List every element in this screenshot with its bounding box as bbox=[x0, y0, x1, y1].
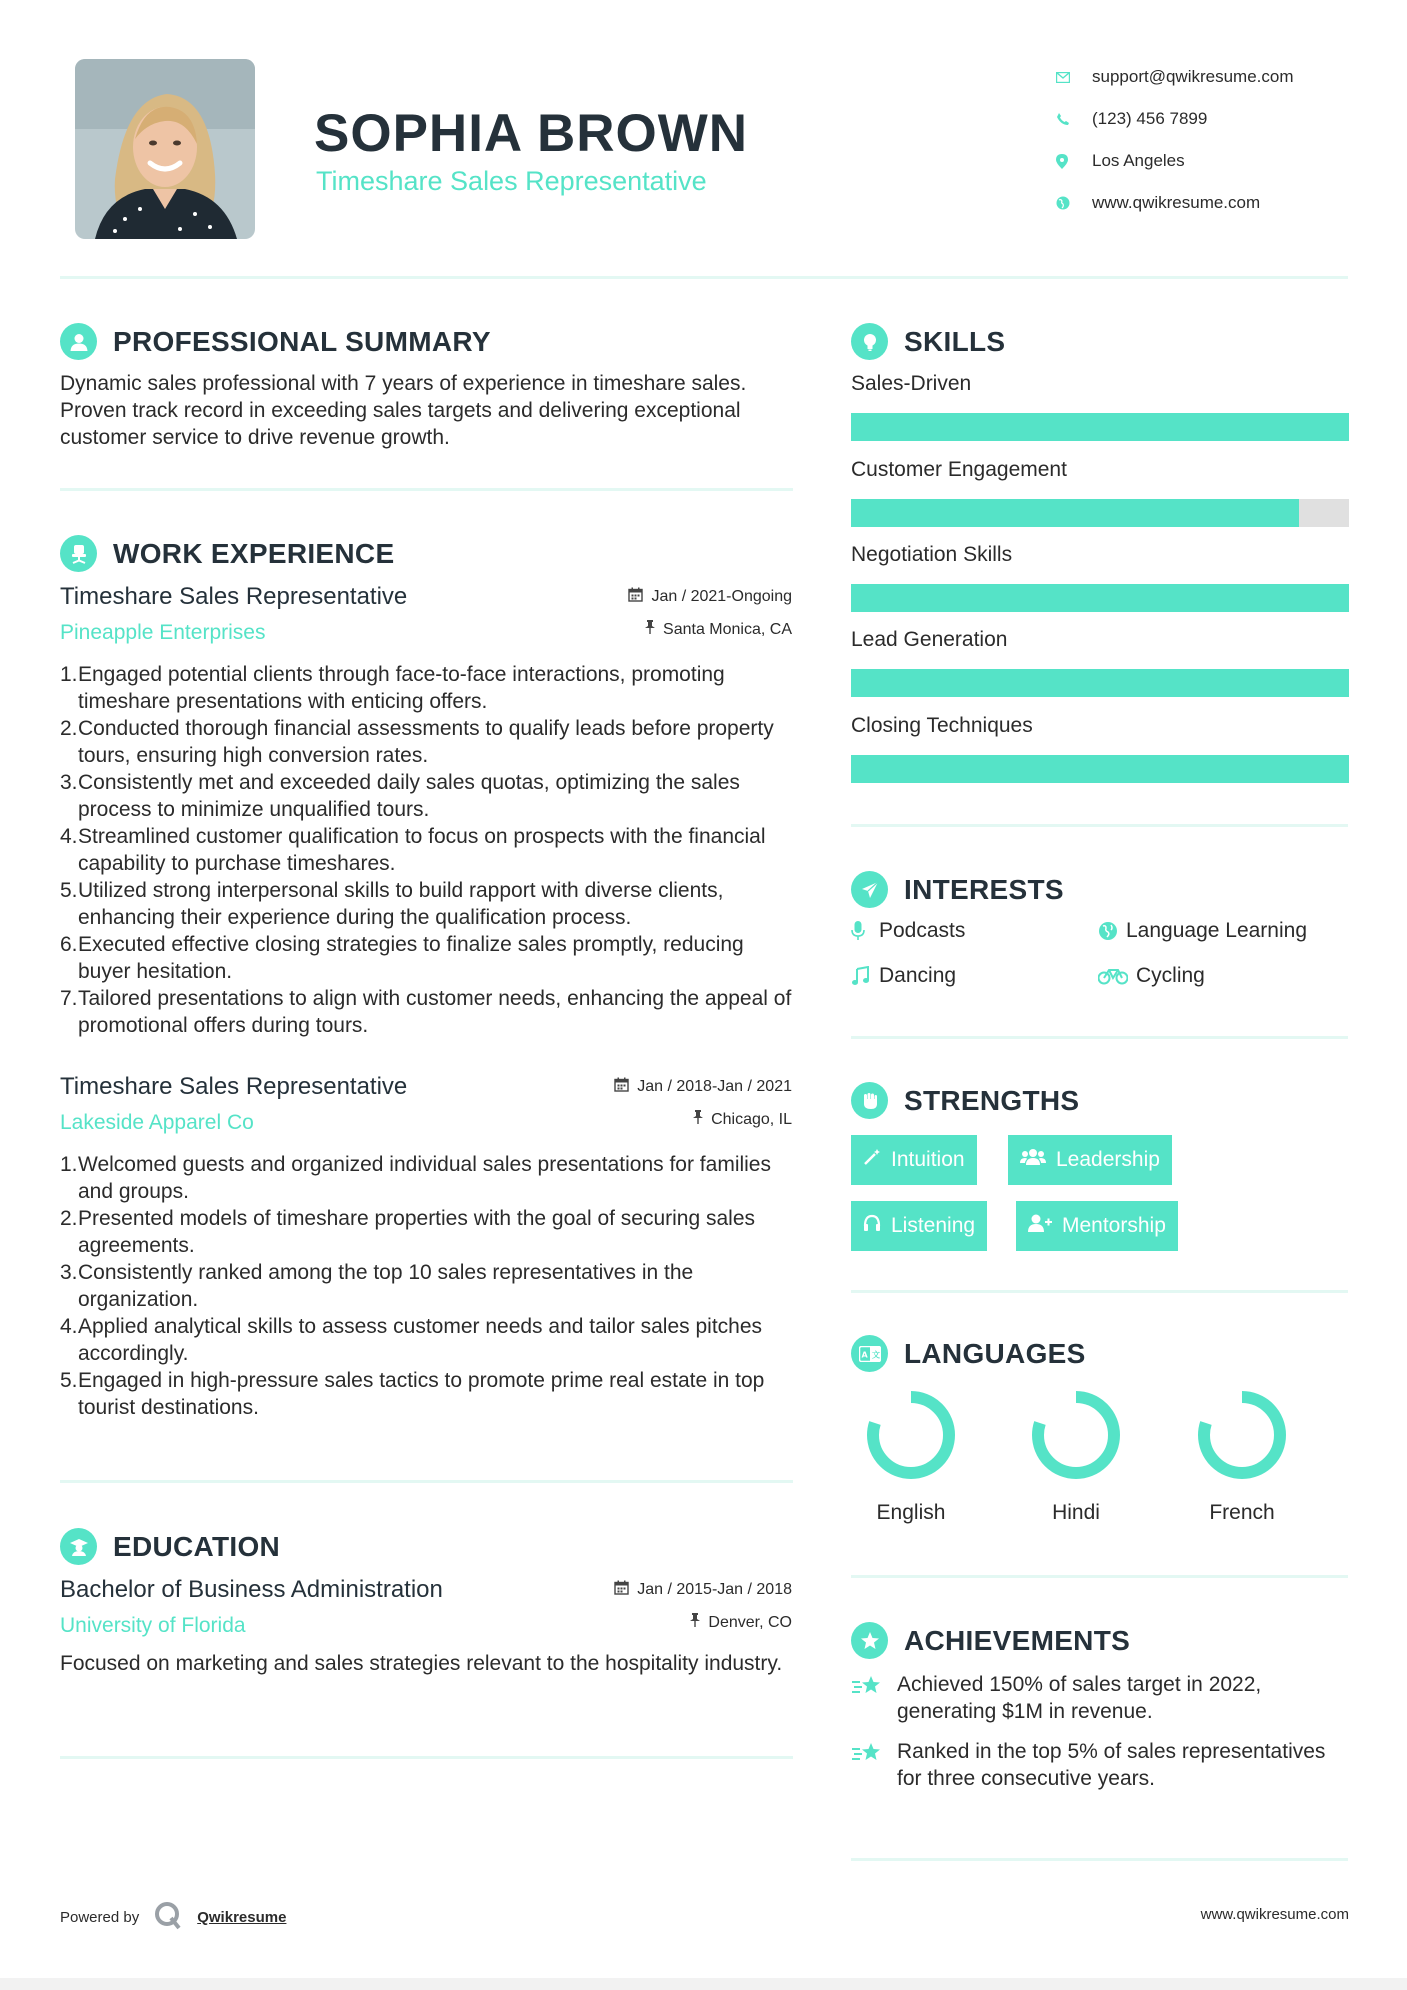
list-item: 2. Presented models of timeshare properties with the goal of securing sales agreements. bbox=[60, 1207, 756, 1257]
strength-chip bbox=[1016, 1201, 1178, 1251]
job-date bbox=[628, 587, 792, 607]
job-entry bbox=[60, 1073, 792, 1433]
interest-label: Podcasts bbox=[879, 919, 966, 942]
interest-item bbox=[1098, 919, 1307, 943]
list-item: 3. Consistently ranked among the top 10 sales representatives in the organization. bbox=[60, 1261, 694, 1311]
summary-divider bbox=[60, 488, 793, 491]
skills-divider bbox=[851, 824, 1348, 827]
pushpin-icon bbox=[693, 1110, 703, 1129]
contact-website[interactable] bbox=[1056, 182, 1386, 224]
language-name: French bbox=[1209, 1501, 1275, 1524]
svg-text:A: A bbox=[861, 1350, 868, 1359]
education-entry bbox=[60, 1576, 792, 1716]
education-divider bbox=[60, 1756, 793, 1759]
language-item bbox=[856, 1390, 966, 1525]
job-date-text: Jan / 2018-Jan / 2021 bbox=[637, 1078, 792, 1095]
strength-chip bbox=[851, 1135, 977, 1185]
achievements-divider bbox=[851, 1858, 1348, 1861]
language-ring bbox=[1197, 1390, 1287, 1480]
skill-bar-fill bbox=[851, 669, 1349, 697]
skill-item bbox=[851, 543, 1349, 612]
list-item: 1. Welcomed guests and organized individual sales presentations for families and groups. bbox=[60, 1153, 771, 1203]
calendar-icon bbox=[628, 587, 643, 607]
strengths-heading-text: STRENGTHS bbox=[904, 1084, 1080, 1116]
language-name: English bbox=[876, 1501, 946, 1524]
language-ring-progress bbox=[873, 1397, 949, 1473]
achievement-item bbox=[851, 1671, 1331, 1725]
list-item: 5. Utilized strong interpersonal skills to build rapport with diverse clients, enhancing their experience during the qualification process. bbox=[60, 879, 724, 929]
map-pin-icon bbox=[1056, 154, 1092, 169]
job-location bbox=[645, 620, 792, 639]
list-item: 7. Tailored presentations to align with customer needs, enhancing the appeal of promotional offers during tours. bbox=[60, 987, 792, 1037]
education-location bbox=[690, 1613, 792, 1632]
office-chair-icon bbox=[60, 535, 97, 572]
interests-heading-text: INTERESTS bbox=[904, 873, 1064, 905]
languages-heading bbox=[851, 1335, 1086, 1372]
skill-bar bbox=[851, 584, 1349, 612]
pushpin-icon bbox=[690, 1613, 700, 1632]
strength-label: Listening bbox=[891, 1214, 976, 1237]
shooting-star-icon bbox=[851, 1738, 897, 1792]
strength-label: Intuition bbox=[891, 1148, 965, 1171]
skill-item bbox=[851, 372, 1349, 441]
candidate-title: Timeshare Sales Representative bbox=[316, 166, 707, 196]
contact-phone[interactable] bbox=[1056, 98, 1386, 140]
pushpin-icon bbox=[645, 620, 655, 639]
contact-email-text: support@qwikresume.com bbox=[1092, 67, 1294, 86]
contact-location bbox=[1056, 140, 1386, 182]
paper-plane-icon bbox=[851, 871, 888, 908]
job-company: Pineapple Enterprises bbox=[60, 621, 266, 644]
education-description: Focused on marketing and sales strategies relevant to the hospitality industry. bbox=[60, 1652, 783, 1675]
education-date bbox=[614, 1580, 792, 1600]
powered-by-label: Powered by bbox=[60, 1908, 140, 1926]
profile-photo bbox=[75, 59, 255, 239]
skill-item bbox=[851, 628, 1349, 697]
job-date-text: Jan / 2021-Ongoing bbox=[651, 588, 792, 605]
achievement-text: Ranked in the top 5% of sales representatives for three consecutive years. bbox=[897, 1740, 1326, 1790]
list-item: 6. Executed effective closing strategies to finalize sales promptly, reducing buyer hesitation. bbox=[60, 933, 744, 983]
phone-icon bbox=[1056, 112, 1092, 126]
job-title: Timeshare Sales Representative bbox=[60, 1073, 408, 1100]
microphone-icon bbox=[851, 921, 879, 941]
skill-bar-fill bbox=[851, 499, 1299, 527]
job-entry bbox=[60, 583, 792, 1043]
achievement-item bbox=[851, 1738, 1331, 1792]
language-ring bbox=[1031, 1390, 1121, 1480]
list-item: 3. Consistently met and exceeded daily sales quotas, optimizing the sales process to minimize unqualified tours. bbox=[60, 771, 740, 821]
summary-heading bbox=[60, 323, 491, 360]
interest-label: Dancing bbox=[879, 964, 957, 987]
job-company: Lakeside Apparel Co bbox=[60, 1111, 254, 1134]
skill-name: Negotiation Skills bbox=[851, 543, 1013, 566]
globe-icon bbox=[1098, 921, 1126, 941]
language-item bbox=[1021, 1390, 1131, 1525]
experience-heading bbox=[60, 535, 394, 572]
languages-divider bbox=[851, 1575, 1348, 1578]
calendar-icon bbox=[614, 1077, 629, 1097]
skills-heading bbox=[851, 323, 1005, 360]
job-bullets bbox=[60, 661, 800, 1039]
list-item: 5. Engaged in high-pressure sales tactics to promote prime real estate in top tourist destinations. bbox=[60, 1369, 765, 1419]
degree-title: Bachelor of Business Administration bbox=[60, 1576, 443, 1603]
group-icon bbox=[1020, 1148, 1046, 1172]
job-title: Timeshare Sales Representative bbox=[60, 583, 408, 610]
shooting-star-icon bbox=[851, 1671, 897, 1725]
user-icon bbox=[60, 323, 97, 360]
list-item: 2. Conducted thorough financial assessments to qualify leads before property tours, ensuring high conversion rates. bbox=[60, 717, 774, 767]
job-location-text: Santa Monica, CA bbox=[663, 620, 792, 638]
interests-heading bbox=[851, 871, 1064, 908]
interest-label: Cycling bbox=[1136, 964, 1205, 987]
strength-chip bbox=[851, 1201, 987, 1251]
header-divider bbox=[60, 276, 1348, 279]
contact-website-text: www.qwikresume.com bbox=[1092, 193, 1261, 212]
globe-icon bbox=[1056, 196, 1092, 210]
skill-bar bbox=[851, 499, 1349, 527]
contact-location-text: Los Angeles bbox=[1092, 151, 1185, 170]
magic-wand-icon bbox=[863, 1148, 881, 1172]
education-location-text: Denver, CO bbox=[708, 1613, 792, 1631]
headphones-icon bbox=[863, 1214, 881, 1238]
star-badge-icon bbox=[851, 1622, 888, 1659]
music-note-icon bbox=[851, 966, 879, 986]
skill-name: Lead Generation bbox=[851, 628, 1008, 651]
job-location bbox=[693, 1110, 792, 1129]
interest-item bbox=[1098, 964, 1205, 988]
strengths-heading bbox=[851, 1082, 1079, 1119]
footer-url[interactable]: www.qwikresume.com bbox=[1200, 1906, 1349, 1923]
school-name: University of Florida bbox=[60, 1614, 246, 1637]
language-item bbox=[1187, 1390, 1297, 1525]
strength-label: Leadership bbox=[1056, 1148, 1160, 1171]
list-item: 1. Engaged potential clients through face-to-face interactions, promoting timeshare presentations with enticing offers. bbox=[60, 663, 725, 713]
achievements-heading-text: ACHIEVEMENTS bbox=[904, 1624, 1131, 1656]
education-heading-text: EDUCATION bbox=[113, 1530, 281, 1562]
language-ring-progress bbox=[1038, 1397, 1114, 1473]
interest-item bbox=[851, 964, 956, 988]
language-icon bbox=[851, 1335, 888, 1372]
strength-chip bbox=[1008, 1135, 1172, 1185]
skill-bar bbox=[851, 669, 1349, 697]
strengths-divider bbox=[851, 1290, 1348, 1293]
skill-item bbox=[851, 458, 1349, 527]
svg-text:文: 文 bbox=[871, 1350, 880, 1359]
envelope-icon bbox=[1056, 72, 1092, 83]
skill-bar-fill bbox=[851, 755, 1349, 783]
experience-heading-text: WORK EXPERIENCE bbox=[113, 537, 395, 569]
skills-heading-text: SKILLS bbox=[904, 325, 1006, 357]
skill-bar-fill bbox=[851, 413, 1349, 441]
skill-bar-fill bbox=[851, 584, 1349, 612]
experience-divider bbox=[60, 1480, 793, 1483]
add-user-icon bbox=[1028, 1214, 1052, 1238]
education-date-text: Jan / 2015-Jan / 2018 bbox=[637, 1581, 792, 1598]
summary-text: Dynamic sales professional with 7 years of experience in timeshare sales. Proven track record in exceeding sales targets and delivering exceptional customer service to drive revenue growth. bbox=[60, 372, 747, 449]
interests-divider bbox=[851, 1036, 1348, 1039]
skill-name: Sales-Driven bbox=[851, 372, 972, 395]
strength-label: Mentorship bbox=[1062, 1214, 1166, 1237]
skill-name: Closing Techniques bbox=[851, 714, 1033, 737]
interest-label: Language Learning bbox=[1126, 919, 1308, 942]
bottom-strip bbox=[0, 1978, 1407, 1990]
interest-item bbox=[851, 919, 965, 943]
qwikresume-logo-icon bbox=[153, 1900, 183, 1934]
graduate-icon bbox=[60, 1528, 97, 1565]
candidate-name: SOPHIA BROWN bbox=[314, 104, 749, 163]
job-bullets bbox=[60, 1151, 800, 1421]
job-date bbox=[614, 1077, 792, 1097]
skill-bar bbox=[851, 413, 1349, 441]
calendar-icon bbox=[614, 1580, 629, 1600]
achievements-heading bbox=[851, 1622, 1130, 1659]
summary-heading-text: PROFESSIONAL SUMMARY bbox=[113, 325, 491, 357]
skill-bar bbox=[851, 755, 1349, 783]
skill-item bbox=[851, 714, 1349, 783]
qwikresume-link[interactable]: Qwikresume bbox=[197, 1908, 287, 1926]
language-ring-progress bbox=[1204, 1397, 1280, 1473]
education-heading bbox=[60, 1528, 280, 1565]
language-ring bbox=[866, 1390, 956, 1480]
fist-icon bbox=[851, 1082, 888, 1119]
contact-phone-text: (123) 456 7899 bbox=[1092, 109, 1208, 128]
skill-name: Customer Engagement bbox=[851, 458, 1067, 481]
footer-powered-by bbox=[60, 1900, 286, 1934]
achievement-text: Achieved 150% of sales target in 2022, generating $1M in revenue. bbox=[897, 1673, 1262, 1723]
lightbulb-icon bbox=[851, 323, 888, 360]
language-name: Hindi bbox=[1052, 1501, 1100, 1524]
languages-heading-text: LANGUAGES bbox=[904, 1337, 1086, 1369]
contact-email[interactable] bbox=[1056, 56, 1386, 98]
bicycle-icon bbox=[1098, 967, 1136, 985]
contact-block bbox=[1056, 56, 1386, 224]
list-item: 4. Streamlined customer qualification to focus on prospects with the financial capability to purchase timeshares. bbox=[60, 825, 766, 875]
job-location-text: Chicago, IL bbox=[711, 1110, 792, 1128]
list-item: 4. Applied analytical skills to assess customer needs and tailor sales pitches accordingly. bbox=[60, 1315, 763, 1365]
